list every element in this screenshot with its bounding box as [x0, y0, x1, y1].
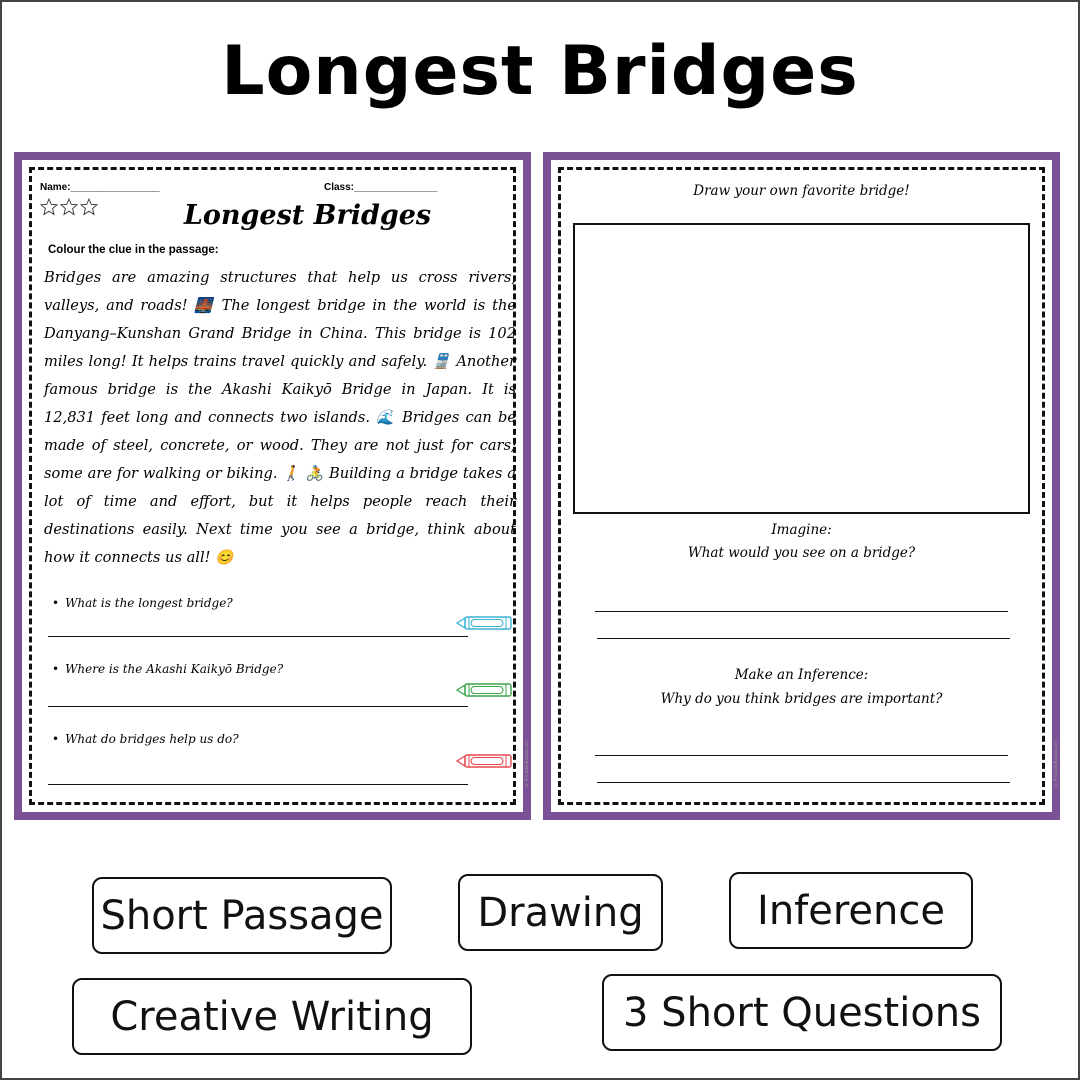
bullet-icon: • — [52, 662, 60, 676]
bullet-icon: • — [52, 596, 60, 610]
inference-heading: Make an Inference: — [734, 667, 869, 683]
instruction-text: Colour the clue in the passage: — [48, 244, 219, 256]
answer-line-1[interactable] — [48, 636, 468, 637]
reading-passage: Bridges are amazing structures that help us cross rivers, valleys, and roads! 🌉 The longest bridge in the world is the Danyang–Kunshan Grand Bridge in China. This bridge is 102 miles long! It helps trains travel quickly and safely. 🚆 Another famous bridge is the Akashi Kaikyō Bridge in Japan. It is 12,831 feet long and connects two islands. 🌊 Bridges can be made of steel, concrete, or wood. They are not just for cars; some are for walking or biking. 🚶 🚴 Building a bridge takes a lot of time and effort, but it helps people reach their destinations easily. Next time you see a bridge, think about how it connects us all! 😊 — [44, 269, 516, 566]
writing-line-1[interactable] — [595, 611, 1008, 612]
imagine-heading: Imagine: — [771, 522, 832, 538]
tag-creative-writing: Creative Writing — [72, 978, 472, 1055]
writing-line-2[interactable] — [597, 638, 1010, 639]
worksheet-activity-inner — [551, 160, 1058, 812]
blue-crayon-icon — [456, 614, 516, 632]
page-title: Longest Bridges — [221, 32, 859, 111]
inference-question: Why do you think bridges are important? — [660, 691, 943, 707]
crayon-shape — [457, 617, 511, 629]
crayon-shape — [457, 755, 511, 767]
class-label: Class:_______________ — [324, 182, 438, 193]
question-3-text: What do bridges help us do? — [65, 732, 239, 746]
question-1 — [52, 596, 233, 610]
imagine-question: What would you see on a bridge? — [687, 545, 916, 561]
crayon-shape — [457, 684, 511, 696]
tag-short-passage: Short Passage — [92, 877, 392, 954]
drawing-box[interactable] — [573, 223, 1030, 514]
red-crayon-icon — [456, 752, 516, 770]
draw-prompt: Draw your own favorite bridge! — [693, 183, 910, 199]
tag-drawing: Drawing — [458, 874, 663, 951]
writing-line-4[interactable] — [597, 782, 1010, 783]
worksheet-reading-inner — [22, 160, 529, 812]
answer-line-3[interactable] — [48, 784, 468, 785]
answer-line-2[interactable] — [48, 706, 468, 707]
writing-line-3[interactable] — [595, 755, 1008, 756]
question-2 — [52, 662, 283, 676]
tag-3-short-questions: 3 Short Questions — [602, 974, 1002, 1051]
bullet-icon: • — [52, 732, 60, 746]
watermark: © PrintableBazaar.com — [1053, 740, 1058, 788]
green-crayon-icon — [456, 681, 516, 699]
question-3 — [52, 732, 239, 746]
name-label: Name:________________ — [40, 182, 160, 193]
tag-inference: Inference — [729, 872, 973, 949]
worksheet-reading-page — [14, 152, 531, 820]
watermark: © PrintableBazaar.com — [524, 740, 529, 788]
question-1-text: What is the longest bridge? — [65, 596, 233, 610]
worksheet-title: Longest Bridges — [183, 200, 432, 231]
question-2-text: Where is the Akashi Kaikyō Bridge? — [65, 662, 284, 676]
worksheet-activity-page — [543, 152, 1060, 820]
